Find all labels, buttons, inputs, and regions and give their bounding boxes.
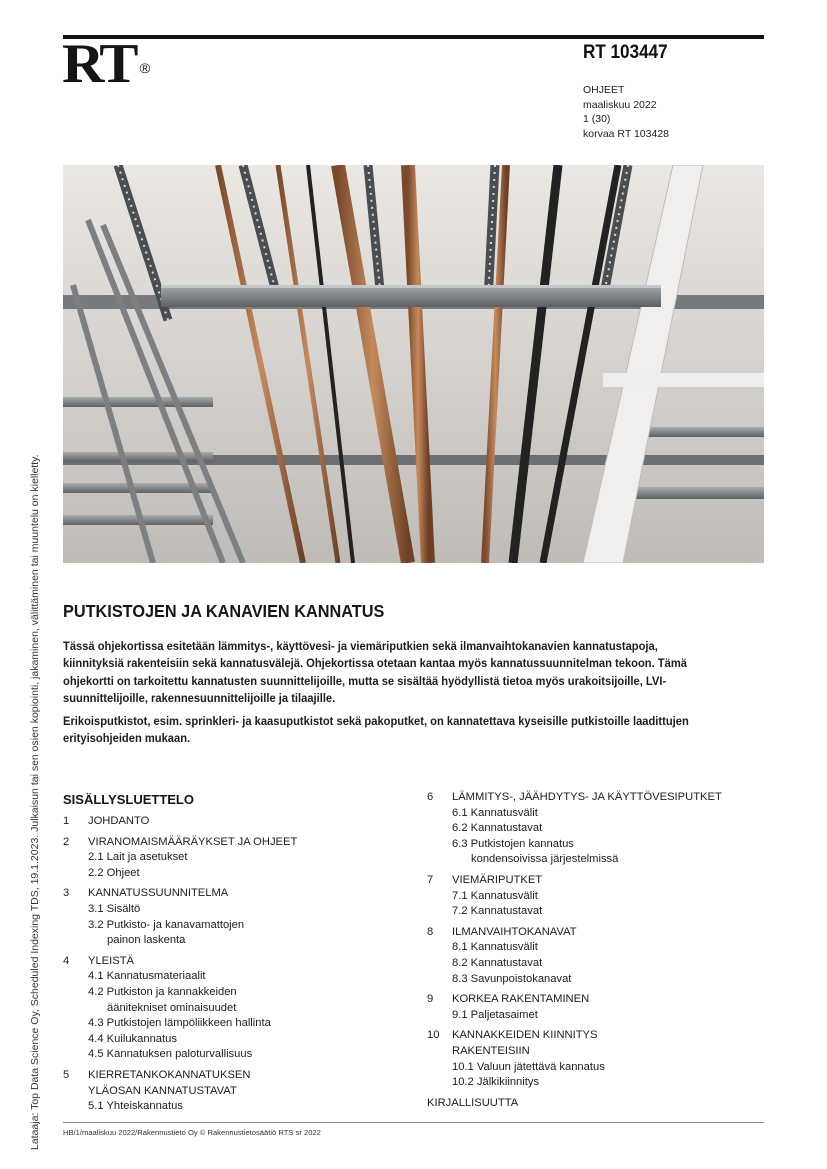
toc-subentry-label: 6.2 Kannatustavat [452,822,543,835]
toc-section [427,925,767,987]
toc-subentry[interactable] [427,1075,767,1091]
toc-subentry-label: 4.3 Putkistojen lämpöliikkeen hallinta [88,1017,271,1030]
toc-entry-label: KANNAKKEIDEN KIINNITYS [452,1029,598,1042]
registered-mark: ® [139,60,151,76]
toc-subentry[interactable] [63,933,363,949]
pipe-ceiling-image [63,165,764,563]
toc-subentry-label: 4.5 Kannatuksen paloturvallisuus [88,1048,253,1061]
toc-section [427,1028,767,1090]
toc-subentry-label: 3.2 Putkisto- ja kanavamattojen [88,918,245,931]
toc-entry-number: 6 [427,791,434,803]
toc-entry-number: 7 [427,873,434,886]
rt-logo [62,33,151,95]
toc-section [427,873,767,920]
toc-column-right [427,790,767,1111]
toc-subentry-label: 6.1 Kannatusvälit [452,806,538,819]
toc-section [63,835,363,882]
intro-text [63,638,689,752]
logo-text: RT [62,33,136,95]
toc-entry-label: VIEMÄRIPUTKET [452,873,543,886]
toc-subentry-label: 7.1 Kannatusvälit [452,889,538,902]
toc-subentry[interactable] [427,821,767,837]
toc-subentry-label: 4.1 Kannatusmateriaalit [88,970,206,983]
toc-subentry-label: 4.4 Kuilukannatus [88,1032,177,1045]
toc-subentry-label: 2.1 Lait ja asetukset [88,851,188,864]
toc-title: SISÄLLYSLUETTELO [63,792,194,807]
toc-subentry[interactable] [427,889,767,905]
toc-subentry[interactable] [427,1060,767,1076]
toc-entry[interactable] [63,1068,363,1084]
toc-subentry-label: kondensoivissa järjestelmissä [471,853,619,866]
toc-subentry-label: 9.1 Paljetasaimet [452,1008,538,1021]
doc-type: OHJEET [583,84,625,96]
toc-subentry-label: äänitekniset ominaisuudet [107,1001,237,1014]
toc-section [427,790,767,868]
toc-subentry-label: 3.1 Sisältö [88,902,141,915]
toc-entry-label: LÄMMITYS-, JÄÄHDYTYS- JA KÄYTTÖVESIPUTKET [452,791,722,803]
toc-entry[interactable] [427,925,767,941]
toc-subentry[interactable] [63,918,363,934]
toc-entry[interactable] [427,790,767,806]
toc-entry-label: YLEISTÄ [88,954,135,967]
toc-entry-label: YLÄOSAN KANNATUSTAVAT [88,1084,237,1097]
header-rule [63,35,764,39]
toc-subentry[interactable] [427,956,767,972]
doc-date: maaliskuu 2022 [583,98,657,111]
intro-paragraph-2: Erikoisputkistot, esim. sprinkleri- ja kaasuputkistot sekä pakoputket, on kannatettava kyseisille putkistoille laadittujen erityisohjeiden mukaan. [63,713,689,746]
toc-entry[interactable] [427,1028,767,1044]
toc-entry[interactable] [427,992,767,1008]
toc-entry-number: 8 [427,925,434,938]
toc-entry[interactable] [63,886,363,902]
toc-section [63,954,363,1063]
toc-subentry-label: 7.2 Kannatustavat [452,905,543,918]
toc-section [427,992,767,1023]
toc-subentry[interactable] [63,985,363,1001]
toc-subentry-label: 8.1 Kannatusvälit [452,941,538,954]
toc-entry-number: 9 [427,993,434,1006]
toc-subentry[interactable] [427,837,767,853]
toc-subentry[interactable] [63,1099,363,1115]
toc-entry-label: JOHDANTO [88,815,150,827]
replaces: korvaa RT 103428 [583,127,670,140]
toc-subentry[interactable] [427,852,767,868]
toc-subentry-label: 8.3 Savunpoistokanavat [452,972,572,985]
toc-subentry[interactable] [63,969,363,985]
toc-entry-number: 4 [63,954,70,967]
toc-entry[interactable] [63,814,363,830]
toc-entry-label: KORKEA RAKENTAMINEN [452,993,590,1006]
toc-entry-bibliography[interactable]: KIRJALLISUUTTA [427,1096,519,1109]
toc-subentry-label: 8.2 Kannatustavat [452,956,543,969]
toc-entry-number: 2 [63,835,70,848]
toc-entry[interactable] [427,873,767,889]
toc-entry-number: 10 [427,1029,440,1042]
document-meta [583,83,669,141]
toc-subentry[interactable] [63,1001,363,1017]
toc-entry[interactable] [427,1044,767,1060]
toc-subentry-label: 10.2 Jälkikiinnitys [452,1076,540,1089]
toc-subentry[interactable] [63,1047,363,1063]
document-title: PUTKISTOJEN JA KANAVIEN KANNATUS [63,601,385,621]
toc-subentry-label: 6.3 Putkistojen kannatus [452,837,574,850]
toc-subentry[interactable] [427,940,767,956]
toc-subentry-label: 10.1 Valuun jätettävä kannatus [452,1060,605,1073]
page-count: 1 (30) [583,113,611,125]
document-number: RT 103447 [583,42,668,63]
toc-column-left [63,814,363,1120]
toc-subentry[interactable] [63,866,363,882]
toc-entry-number: 5 [63,1068,70,1081]
toc-entry[interactable] [63,954,363,970]
toc-entry-label: KIERRETANKOKANNATUKSEN [88,1068,251,1081]
toc-entry-label: ILMANVAIHTOKANAVAT [452,925,577,938]
intro-paragraph-1: Tässä ohjekortissa esitetään lämmitys-, käyttövesi- ja viemäriputkien sekä ilmanvaihtokanavien kannatustapoja, kiinnityksiä rakenteisiin sekä kannatusvälejä. Ohjekortissa otetaan kantaa myös kannatussuunnitelman tekoon. Tämä ohjekortti on tarkoitettu kannatusten suunnittelijoille, mutta se sisältää hyödyllistä tietoa myös urakoitsijoille, LVI-suunnittelijoille, rakennesuunnittelijoille ja tilaajille. [63,639,687,706]
toc-subentry[interactable] [427,806,767,822]
toc-subentry[interactable] [63,1016,363,1032]
toc-entry[interactable] [63,1084,363,1100]
toc-section [63,814,363,830]
toc-entry-number [427,1044,452,1060]
toc-entry[interactable] [63,835,363,851]
toc-subentry-label: 4.2 Putkiston ja kannakkeiden [88,985,237,998]
download-notice: Lataaja: Top Data Science Oy, Scheduled Indexing TDS, 19.1.2023. Julkaisun tai sen osien kopiointi, jakaminen, välittäminen tai muuntelu on kielletty. [29,454,41,1150]
toc-subentry[interactable] [63,850,363,866]
footer-text: HB/1/maaliskuu 2022/Rakennustieto Oy © Rakennustietosäätiö RTS sr 2022 [63,1128,321,1137]
toc-section [63,1068,363,1115]
toc-subentry[interactable] [427,972,767,988]
toc-entry-number: 3 [63,887,70,900]
toc-entry-number [63,1084,88,1100]
footer-rule [63,1122,764,1123]
toc-subentry[interactable] [427,904,767,920]
toc-entry-label: RAKENTEISIIN [452,1044,530,1057]
toc-subentry-label: 5.1 Yhteiskannatus [88,1100,183,1113]
toc-subentry[interactable] [427,1008,767,1024]
toc-subentry[interactable] [63,902,363,918]
toc-section [63,886,363,948]
toc-subentry-label: 2.2 Ohjeet [88,866,140,879]
toc-entry-label: VIRANOMAISMÄÄRÄYKSET JA OHJEET [88,835,298,848]
cover-photo [63,165,764,563]
toc-subentry-label: painon laskenta [107,934,186,947]
toc-subentry[interactable] [63,1032,363,1048]
toc-entry-label: KANNATUSSUUNNITELMA [88,887,229,900]
toc-entry-number: 1 [63,815,70,827]
